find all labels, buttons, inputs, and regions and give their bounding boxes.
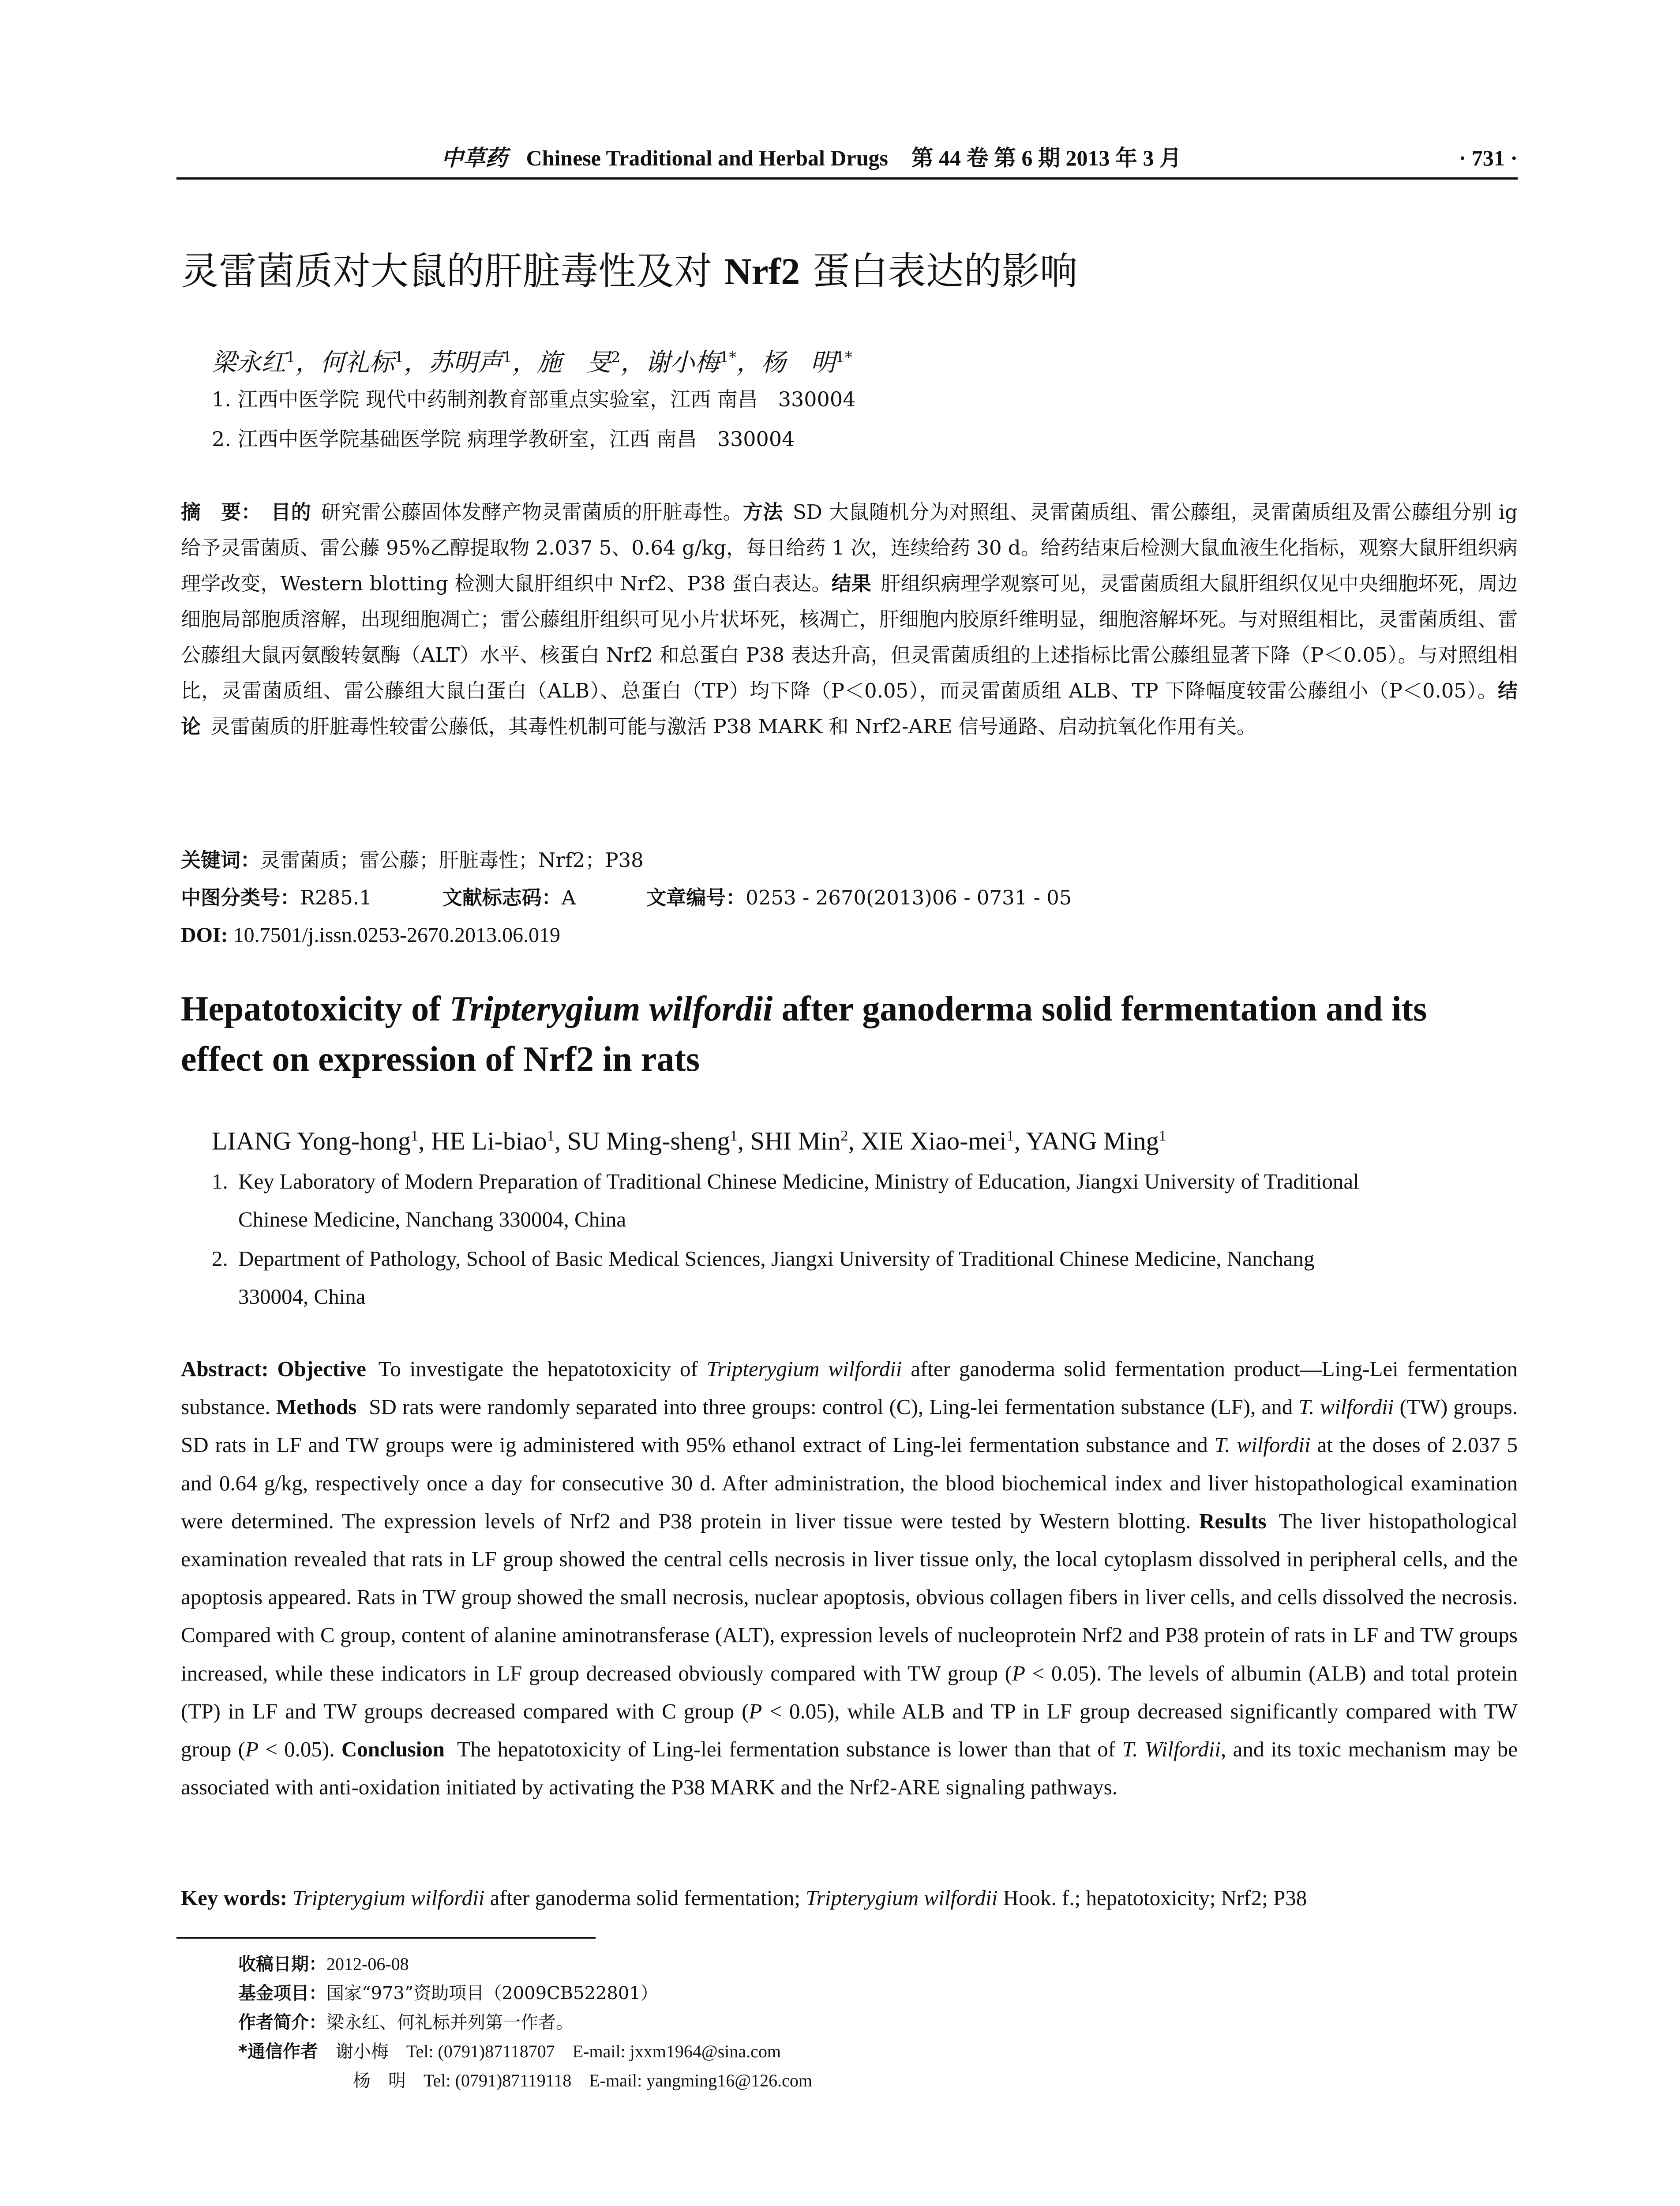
affil-line: Key Laboratory of Modern Preparation of Traditional Chinese Medicine, Ministry of Education, Jiangxi University of Traditional xyxy=(238,1169,1359,1193)
en-abstract-text: The hepatotoxicity of Ling-lei fermentation substance is lower than that of xyxy=(457,1737,1122,1762)
footnote-received xyxy=(238,1950,409,1978)
cn-conclusion-text: 灵雷菌质的肝脏毒性较雷公藤低，其毒性机制可能与激活 P38 MARK 和 Nrf2-ARE 信号通路、启动抗氧化作用有关。 xyxy=(210,715,1256,738)
cn-author: 何礼标 xyxy=(320,348,394,377)
en-methods-label: Methods xyxy=(276,1395,357,1419)
cn-affiliation-2: 2. 江西中医学院基础医学院 病理学教研室，江西 南昌 330004 xyxy=(212,427,795,451)
corr-email[interactable]: E-mail: yangming16@126.com xyxy=(589,2071,812,2090)
en-author: YANG Ming xyxy=(1026,1126,1159,1156)
footnote-bio xyxy=(238,2008,574,2037)
species-name: Tripterygium wilfordii xyxy=(806,1886,998,1910)
cn-keywords-label: 关键词： xyxy=(181,848,261,872)
en-author-sup: 1 xyxy=(411,1128,419,1144)
cn-objective-text: 研究雷公藤固体发酵产物灵雷菌质的肝脏毒性。 xyxy=(321,500,743,524)
en-keywords-label: Key words: xyxy=(181,1886,287,1910)
footnote-label: *通信作者 xyxy=(238,2041,318,2062)
species-name: T. wilfordii xyxy=(1214,1433,1311,1457)
affil-line: Department of Pathology, School of Basic Medical Sciences, Jiangxi University of Traditional Chinese Medicine, Nanchang xyxy=(238,1246,1315,1271)
corr-name: 杨 明 xyxy=(353,2071,406,2091)
cn-methods-text: SD 大鼠随机分为对照组、灵雷菌质组、雷公藤组，灵雷菌质组及雷公藤组分别 ig 给予灵雷菌质、雷公藤 95%乙醇提取物 2.037 5、0.64 g/kg，每日给药 1 次，连续给药 30 d。给药结束后检测大鼠血液生化指标，观察大鼠肝组织病理学改变，Western blotting 检测大鼠肝组织中 Nrf2、P38 蛋白表达。 xyxy=(181,500,1518,595)
p-symbol: P xyxy=(749,1699,762,1723)
cn-title-bold: Nrf2 xyxy=(724,250,800,293)
en-keywords-text: after ganoderma solid fermentation; xyxy=(484,1886,806,1910)
en-abstract-text: at the doses of 2.037 5 and 0.64 g/kg, respectively once a day for consecutive 30 d. After administration, the blood biochemical index and liver histopathological examination were determined. The expression levels of Nrf2 and P38 protein in liver tissue were tested by Western blotting. xyxy=(181,1433,1518,1533)
en-authors: LIANG Yong-hong$^1$, HE Li-biao$^1$, SU Ming-sheng$^1$, SHI Min$^2$, XIE Xiao-mei$^1$, YANG Ming$^1$ xyxy=(212,1126,1166,1156)
en-author-sup: 1 xyxy=(547,1128,555,1144)
cn-results-label: 结果 xyxy=(831,572,871,595)
en-author-sup: 1 xyxy=(730,1128,738,1144)
species-name: Tripterygium wilfordii xyxy=(292,1886,485,1910)
en-abstract-text: , and its toxic mechanism may be associated with anti-oxidation initiated by activating the P38 MARK and the Nrf2-ARE signaling pathways. xyxy=(181,1737,1518,1800)
doccode-value: A xyxy=(561,886,576,909)
cn-author-sup: 1* xyxy=(719,349,737,366)
affil-number: 1. xyxy=(212,1169,228,1193)
cn-keywords xyxy=(181,845,644,876)
class-label: 中图分类号： xyxy=(181,886,300,909)
cn-affiliation-1: 1. 江西中医学院 现代中药制剂教育部重点实验室，江西 南昌 330004 xyxy=(212,387,856,411)
en-author-sup: 2 xyxy=(840,1128,848,1144)
en-abstract-text: (TW) groups. SD rats in LF and TW groups were ig administered with 95% ethanol extract of Ling-lei fermentation substance and xyxy=(181,1395,1518,1457)
cn-conclusion-label: 结论 xyxy=(181,679,1518,738)
corr-tel: Tel: (0791)87119118 xyxy=(424,2071,572,2090)
corr-tel: Tel: (0791)87118707 xyxy=(406,2041,555,2061)
cn-classification xyxy=(181,882,1072,913)
en-abstract-text: < 0.05). The levels of albumin (ALB) and total protein (TP) in LF and TW groups decreased compared with C group ( xyxy=(181,1661,1518,1723)
page-number: · 731 · xyxy=(1459,146,1518,170)
footnote-label: 基金项目： xyxy=(238,1983,326,2003)
en-author: XIE Xiao-mei xyxy=(861,1126,1007,1156)
affil-number: 2. xyxy=(212,1246,228,1271)
en-abstract-text: SD rats were randomly separated into three groups: control (C), Ling-lei fermentation substance (LF), and xyxy=(369,1395,1299,1419)
en-abstract-text: < 0.05), while ALB and TP in LF group decreased significantly compared with TW group ( xyxy=(181,1699,1518,1762)
en-abstract-label: Abstract: xyxy=(181,1357,269,1381)
journal-issue: 第 44 卷 第 6 期 2013 年 3 月 xyxy=(911,146,1181,170)
footnote-value: 2012-06-08 xyxy=(326,1954,409,1974)
en-author: SU Ming-sheng xyxy=(567,1126,730,1156)
en-author: LIANG Yong-hong xyxy=(212,1126,411,1156)
article-value: 0253 - 2670(2013)06 - 0731 - 05 xyxy=(746,886,1072,909)
cn-title xyxy=(181,247,1504,296)
footnote-fund xyxy=(238,1979,658,2007)
en-affiliation-2 xyxy=(212,1240,1518,1316)
en-abstract-text: To investigate the hepatotoxicity of xyxy=(378,1357,707,1381)
p-symbol: P xyxy=(245,1737,259,1762)
cn-author: 谢小梅 xyxy=(645,348,720,377)
footnote-label: 作者简介： xyxy=(238,2012,326,2033)
en-title-italic: Tripterygium wilfordii xyxy=(449,990,773,1028)
doccode-label: 文献标志码： xyxy=(442,886,562,909)
cn-abstract xyxy=(181,494,1518,744)
cn-author: 施 旻 xyxy=(536,348,611,377)
en-title-post: after ganoderma solid fermentation and its effect on expression of Nrf2 in rats xyxy=(181,990,1427,1079)
en-objective-label: Objective xyxy=(277,1357,366,1381)
footnote-rule xyxy=(176,1937,596,1939)
en-abstract-text: The liver histopathological examination revealed that rats in LF group showed the central cells necrosis in liver tissue only, the local cytoplasm dissolved in peripheral cells, and the apoptosis appeared. Rats in TW group showed the small necrosis, nuclear apoptosis, obvious collagen fibers in liver cells, and cells dissolved the necrosis. Compared with C group, content of alanine aminotransferase (ALT), expression levels of nucleoprotein Nrf2 and P38 protein of rats in LF and TW groups increased, while these indicators in LF group decreased obviously compared with TW group ( xyxy=(181,1508,1518,1685)
en-affiliation-1 xyxy=(212,1163,1518,1238)
cn-title-post: 蛋白表达的影响 xyxy=(800,249,1078,293)
cn-objective-label: 目的 xyxy=(271,500,311,524)
cn-author-sup: 1 xyxy=(286,349,296,366)
journal-info xyxy=(441,140,1181,176)
corr-email[interactable]: E-mail: jxxm1964@sina.com xyxy=(572,2041,781,2061)
en-abstract-text: after ganoderma solid fermentation product—Ling-Lei fermentation substance. xyxy=(181,1357,1518,1419)
doi-line xyxy=(181,920,560,951)
class-value: R285.1 xyxy=(300,886,372,909)
cn-author-sup: 2 xyxy=(611,349,621,366)
affil-line: 330004, China xyxy=(238,1284,366,1309)
footnote-corresponding-2 xyxy=(353,2067,812,2095)
footnote-value: 国家“973”资助项目（2009CB522801） xyxy=(326,1983,658,2003)
species-name: Tripterygium wilfordii xyxy=(706,1357,902,1381)
en-author: HE Li-biao xyxy=(431,1126,547,1156)
species-name: T. Wilfordii xyxy=(1122,1737,1221,1762)
doi-link[interactable]: 10.7501/j.issn.0253-2670.2013.06.019 xyxy=(233,923,561,947)
cn-keywords-text: 灵雷菌质；雷公藤；肝脏毒性；Nrf2；P38 xyxy=(260,848,644,872)
doi-label: DOI: xyxy=(181,923,228,947)
corr-name: 谢小梅 xyxy=(335,2041,389,2062)
cn-author-sup: 1 xyxy=(502,349,512,366)
species-name: T. wilfordii xyxy=(1298,1395,1394,1419)
p-symbol: P xyxy=(1012,1661,1025,1685)
cn-abstract-label: 摘 要： xyxy=(181,500,262,524)
en-keywords-text: Hook. f.; hepatotoxicity; Nrf2; P38 xyxy=(998,1886,1307,1910)
cn-author-sup: 1 xyxy=(394,349,404,366)
en-author-sup: 1 xyxy=(1159,1128,1166,1144)
en-title xyxy=(181,984,1518,1084)
footnote-corresponding-1 xyxy=(238,2037,781,2066)
cn-author: 梁永红 xyxy=(212,348,286,377)
cn-title-pre: 灵雷菌质对大鼠的肝脏毒性及对 xyxy=(181,249,724,293)
header-rule xyxy=(176,177,1518,180)
en-abstract-text: < 0.05). xyxy=(258,1737,341,1762)
article-label: 文章编号： xyxy=(646,886,746,909)
en-author: SHI Min xyxy=(750,1126,841,1156)
cn-author-sup: 1* xyxy=(835,349,852,366)
en-conclusion-label: Conclusion xyxy=(341,1737,445,1762)
en-title-pre: Hepatotoxicity of xyxy=(181,990,450,1028)
cn-results-text: 肝组织病理学观察可见，灵雷菌质组大鼠肝组织仅见中央细胞坏死，周边细胞局部胞质溶解，出现细胞凋亡；雷公藤组肝组织可见小片状坏死，核凋亡，肝细胞内胶原纤维明显，细胞溶解坏死。与对照组相比，灵雷菌质组、雷公藤组大鼠丙氨酸转氨酶（ALT）水平、核蛋白 Nrf2 和总蛋白 P38 表达升高，但灵雷菌质组的上述指标比雷公藤组显著下降（P＜0.05）。与对照组相比，灵雷菌质组、雷公藤组大鼠白蛋白（ALB）、总蛋白（TP）均下降（P＜0.05），而灵雷菌质组 ALB、TP 下降幅度较雷公藤组小（P＜0.05）。 xyxy=(181,572,1518,702)
affil-line: Chinese Medicine, Nanchang 330004, China xyxy=(238,1207,626,1231)
running-header xyxy=(176,140,1518,176)
cn-methods-label: 方法 xyxy=(742,500,783,524)
cn-author: 杨 明 xyxy=(761,348,836,377)
cn-author: 苏明声 xyxy=(428,348,503,377)
en-results-label: Results xyxy=(1199,1508,1267,1533)
journal-name-en: Chinese Traditional and Herbal Drugs xyxy=(526,146,888,170)
cn-authors: 梁永红$^1$，何礼标$^1$，苏明声$^1$，施 旻$^2$，谢小梅$^{1*}$，杨 明$^{1*}$ xyxy=(212,348,852,377)
footnote-label: 收稿日期： xyxy=(238,1954,326,1974)
journal-mark: 中草药 xyxy=(441,145,507,171)
en-abstract xyxy=(181,1350,1518,1806)
footnote-value: 梁永红、何礼标并列第一作者。 xyxy=(326,2012,574,2033)
en-author-sup: 1 xyxy=(1006,1128,1014,1144)
en-keywords xyxy=(181,1880,1518,1916)
